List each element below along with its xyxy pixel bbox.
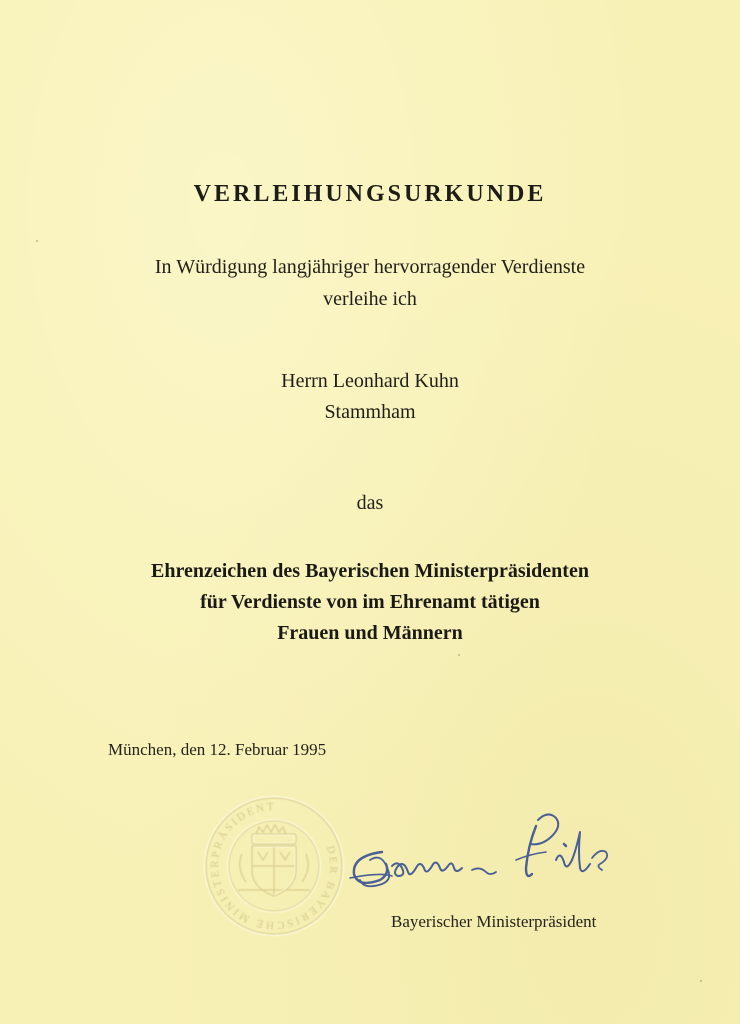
intro-line-1: In Würdigung langjähriger hervorragender Verdienste <box>154 256 586 278</box>
document-title: VERLEIHUNGSURKUNDE <box>193 181 547 207</box>
award-line-1: Ehrenzeichen des Bayerischen Ministerpräsidenten <box>151 560 589 582</box>
award-line-2: für Verdienste von im Ehrenamt tätigen <box>200 591 540 613</box>
paper-speck <box>36 240 38 242</box>
paper-speck <box>458 654 460 656</box>
signatory-title: Bayerischer Ministerpräsident <box>391 912 597 931</box>
recipient-name: Herrn Leonhard Kuhn <box>281 370 459 392</box>
signature-icon <box>340 800 640 910</box>
seal-inscription: DER BAYERISCHE MINISTERPRÄSIDENT <box>208 800 340 932</box>
award-line-3: Frauen und Männern <box>277 622 463 644</box>
embossed-seal-icon <box>202 794 346 938</box>
intro-line-2: verleihe ich <box>323 288 417 310</box>
recipient-place: Stammham <box>324 401 416 423</box>
article-text: das <box>356 492 384 514</box>
paper-speck <box>700 980 702 982</box>
place-date: München, den 12. Februar 1995 <box>108 740 327 759</box>
